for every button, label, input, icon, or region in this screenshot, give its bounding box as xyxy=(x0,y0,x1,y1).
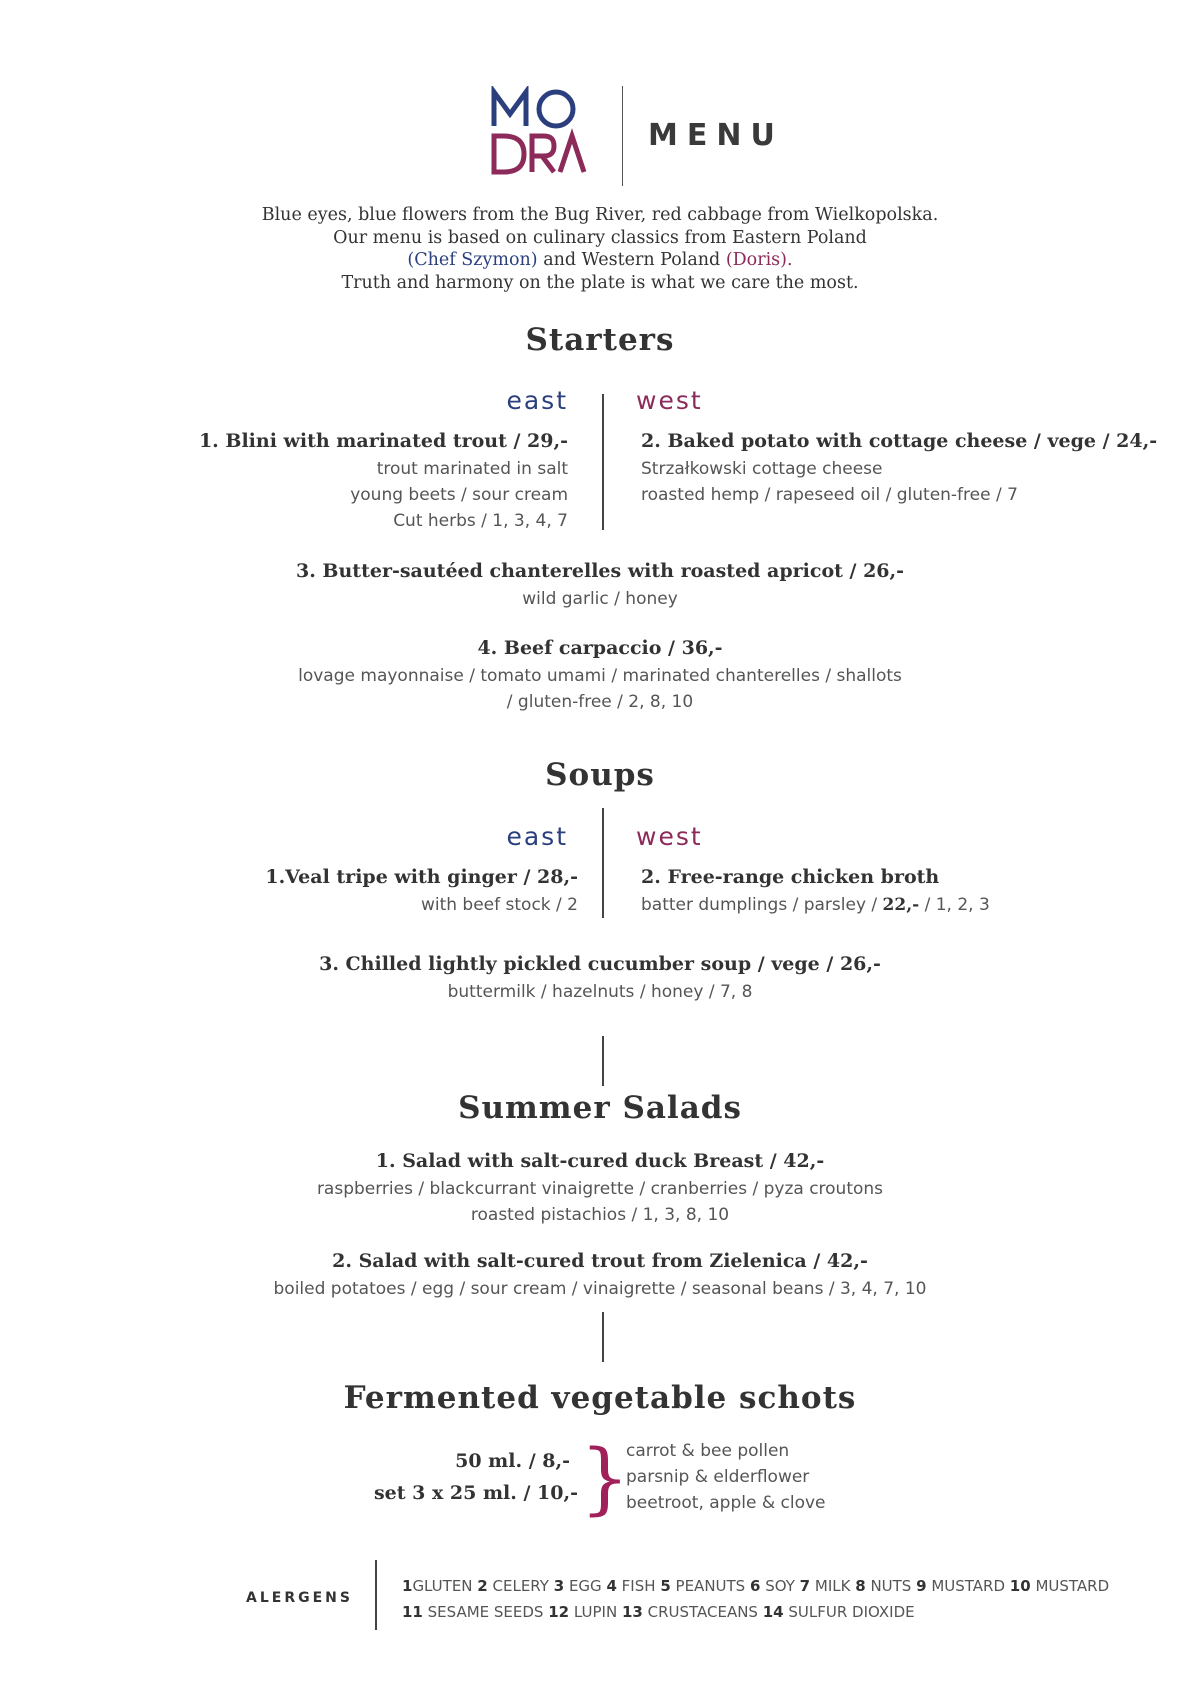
header-divider xyxy=(622,86,623,186)
allergen-name: CRUSTACEANS xyxy=(647,1603,758,1621)
starter-2-line-2: roasted hemp / rapeseed oil / gluten-free / 7 xyxy=(641,485,1018,505)
salad-1-line-2: roasted pistachios / 1, 3, 8, 10 xyxy=(470,1205,730,1225)
starters-west-label: west xyxy=(636,386,703,415)
starter-3-line-1: wild garlic / honey xyxy=(522,589,678,609)
doris: (Doris). xyxy=(725,250,793,270)
starter-1-line-2: young beets / sour cream xyxy=(350,485,568,505)
allergen-number: 9 xyxy=(916,1577,927,1595)
starter-2-desc xyxy=(641,456,1018,508)
starters-east-label: east xyxy=(506,386,568,415)
allergen-number: 10 xyxy=(1009,1577,1031,1595)
shots-price-set: set 3 x 25 ml. / 10,- xyxy=(373,1482,578,1504)
shots-price-single: 50 ml. / 8,- xyxy=(455,1450,570,1472)
soups-title: Soups xyxy=(545,757,655,793)
salad-1-name: 1. Salad with salt-cured duck Breast / 42,- xyxy=(375,1150,825,1172)
allergen-name: CELERY xyxy=(492,1577,549,1595)
allergen-name: NUTS xyxy=(870,1577,912,1595)
modra-logo xyxy=(490,86,590,178)
intro-text xyxy=(200,204,1000,294)
soup-1-desc xyxy=(120,892,578,918)
intro-line-1: Blue eyes, blue flowers from the Bug River, red cabbage from Wielkopolska. xyxy=(261,205,939,225)
starter-3-desc xyxy=(0,586,1200,612)
soup-3-line-1: buttermilk / hazelnuts / honey / 7, 8 xyxy=(447,982,753,1002)
soups-divider xyxy=(602,808,604,918)
allergen-name: SOY xyxy=(765,1577,795,1595)
allergen-number: 6 xyxy=(749,1577,761,1595)
allergens-row-1 xyxy=(402,1573,1109,1599)
allergens-row-2 xyxy=(402,1599,1109,1625)
salad-1-desc xyxy=(0,1176,1200,1228)
allergen-number: 14 xyxy=(762,1603,784,1621)
soup-2-line-prefix: batter dumplings / parsley / xyxy=(641,895,883,915)
soup-2-price: 22,- xyxy=(882,895,920,915)
starter-1-desc xyxy=(120,456,568,534)
allergen-number: 1 xyxy=(402,1577,413,1595)
starters-divider xyxy=(602,394,604,530)
allergen-name: PEANUTS xyxy=(675,1577,746,1595)
allergen-number: 8 xyxy=(855,1577,866,1595)
allergen-name: SULFUR DIOXIDE xyxy=(788,1603,915,1621)
starter-1-line-1: trout marinated in salt xyxy=(376,459,568,479)
starter-4-line-1: lovage mayonnaise / tomato umami / marinated chanterelles / shallots xyxy=(298,666,902,686)
allergen-name: LUPIN xyxy=(573,1603,618,1621)
shot-flavour-3: beetroot, apple & clove xyxy=(626,1493,826,1513)
shots-brace: } xyxy=(580,1434,630,1524)
allergen-number: 7 xyxy=(799,1577,811,1595)
soup-2-name: 2. Free-range chicken broth xyxy=(641,866,940,888)
soups-east-label: east xyxy=(506,822,568,851)
intro-line-3-mid: and Western Poland xyxy=(537,250,726,270)
allergen-name: EGG xyxy=(568,1577,602,1595)
allergen-number: 2 xyxy=(477,1577,488,1595)
allergen-name: SESAME SEEDS xyxy=(427,1603,544,1621)
soups-west-label: west xyxy=(636,822,703,851)
salad-2-desc xyxy=(0,1276,1200,1302)
allergen-number: 11 xyxy=(402,1603,423,1621)
shot-flavour-2: parsnip & elderflower xyxy=(626,1467,810,1487)
shots-top-divider xyxy=(602,1312,604,1362)
allergens-list xyxy=(402,1573,1109,1625)
starter-4-line-2: / gluten-free / 2, 8, 10 xyxy=(506,692,694,712)
allergen-number: 3 xyxy=(553,1577,565,1595)
shots-flavours xyxy=(626,1438,826,1516)
soup-3-name: 3. Chilled lightly pickled cucumber soup / vege / 26,- xyxy=(319,953,881,975)
soup-2-line-suffix: / 1, 2, 3 xyxy=(919,895,990,915)
allergen-name: FISH xyxy=(621,1577,656,1595)
allergen-number: 12 xyxy=(548,1603,570,1621)
starters-title: Starters xyxy=(525,322,675,358)
soup-1-line-1: with beef stock / 2 xyxy=(420,895,578,915)
salad-2-name: 2. Salad with salt-cured trout from Zielenica / 42,- xyxy=(332,1250,868,1272)
starter-3-name: 3. Butter-sautéed chanterelles with roasted apricot / 26,- xyxy=(295,560,905,582)
soup-2-desc xyxy=(641,892,990,918)
allergens-divider xyxy=(375,1560,377,1630)
shots-title: Fermented vegetable schots xyxy=(343,1380,857,1416)
soup-3-desc xyxy=(0,979,1200,1005)
intro-line-3 xyxy=(200,249,1000,272)
allergen-name: MILK xyxy=(814,1577,851,1595)
allergen-name: GLUTEN xyxy=(412,1577,473,1595)
soup-1-name: 1.Veal tripe with ginger / 28,- xyxy=(265,866,578,888)
menu-title: MENU xyxy=(648,118,784,153)
allergen-number: 4 xyxy=(606,1577,617,1595)
starter-2-line-1: Strzałkowski cottage cheese xyxy=(641,459,883,479)
starter-4-name: 4. Beef carpaccio / 36,- xyxy=(477,637,723,659)
starter-4-desc xyxy=(0,663,1200,715)
allergen-name: MUSTARD xyxy=(931,1577,1006,1595)
intro-line-2: Our menu is based on culinary classics from Eastern Poland xyxy=(333,227,867,248)
allergens-label: ALERGENS xyxy=(246,1590,353,1606)
salads-title: Summer Salads xyxy=(458,1090,742,1126)
allergen-number: 5 xyxy=(660,1577,671,1595)
starter-1-line-3: Cut herbs / 1, 3, 4, 7 xyxy=(393,511,568,531)
salad-1-line-1: raspberries / blackcurrant vinaigrette / cranberries / pyza croutons xyxy=(316,1179,884,1199)
chef-szymon: (Chef Szymon) xyxy=(407,250,538,270)
intro-line-4: Truth and harmony on the plate is what we care the most. xyxy=(341,272,859,293)
salads-top-divider xyxy=(602,1036,604,1086)
starter-1-name: 1. Blini with marinated trout / 29,- xyxy=(198,430,568,452)
salad-2-line-1: boiled potatoes / egg / sour cream / vinaigrette / seasonal beans / 3, 4, 7, 10 xyxy=(273,1279,927,1299)
starter-2-name: 2. Baked potato with cottage cheese / vege / 24,- xyxy=(641,430,1158,452)
shot-flavour-1: carrot & bee pollen xyxy=(626,1441,790,1461)
allergen-number: 13 xyxy=(621,1603,643,1621)
allergen-name: MUSTARD xyxy=(1035,1577,1110,1595)
